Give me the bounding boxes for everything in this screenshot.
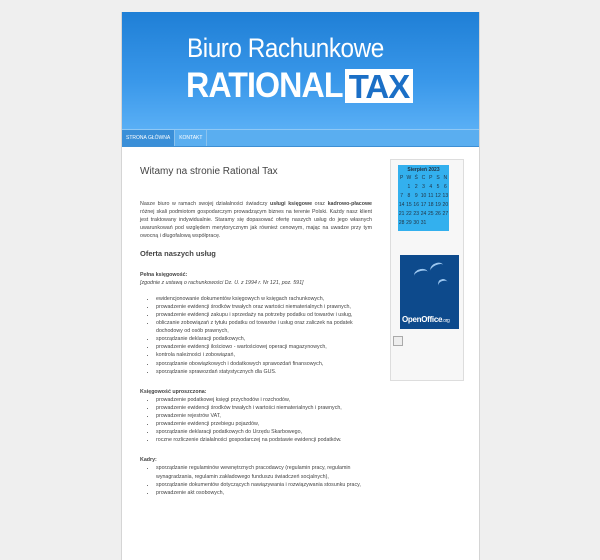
calendar-day: 27	[442, 211, 449, 217]
calendar-day: 5	[436, 184, 440, 190]
calendar-day: 28	[398, 220, 405, 226]
section-title-full: Pełna księgowość:	[140, 271, 188, 278]
list-item: • kontrola należności i zobowiązań,	[156, 351, 372, 359]
calendar-day: 9	[414, 193, 418, 199]
calendar-weekday: W	[406, 175, 412, 181]
calendar-day	[434, 219, 441, 228]
list-item: • prowadzenie ewidencji środków trwałych i wartości niematerialnych i prawnych,	[156, 404, 372, 412]
main-content	[140, 166, 372, 505]
list-item: • sporządzanie deklaracji podatkowych,	[156, 335, 372, 343]
calendar-day: 12	[435, 193, 441, 199]
list-item: • prowadzenie ewidencji przebiegu pojazdów,	[156, 420, 372, 428]
calendar-day: 19	[435, 202, 441, 208]
calendar-day: 20	[442, 202, 449, 208]
calendar-day: 7	[400, 193, 404, 199]
calendar-day: 21	[398, 211, 405, 217]
calendar-day: 26	[435, 211, 441, 217]
calendar-day: 15	[406, 202, 412, 208]
bird-icon	[437, 278, 450, 291]
calendar-day: 3	[422, 184, 425, 190]
calendar-week-row	[398, 201, 449, 210]
calendar-week-row	[398, 210, 449, 219]
intro-text-b: oraz	[312, 201, 328, 207]
calendar-week-row	[398, 183, 449, 192]
list-full-accounting	[140, 295, 372, 376]
calendar-weekdays	[398, 174, 449, 183]
calendar-weekday: C	[421, 175, 426, 181]
page-title: Witamy na stronie Rational Tax	[140, 166, 278, 177]
calendar-day: 10	[420, 193, 427, 199]
site-header	[122, 12, 479, 129]
calendar-day: 11	[428, 193, 434, 199]
calendar-week-row	[398, 219, 449, 228]
intro-text-a: Nasze biuro w ramach swojej działalności świadczy	[140, 201, 271, 207]
list-item: • sporządzanie obowiązkowych i dodatkowych sprawozdań finansowych,	[156, 360, 372, 368]
nav-home[interactable]: STRONA GŁÓWNA	[122, 130, 175, 146]
calendar-day: 8	[407, 193, 411, 199]
list-item: • sporządzanie regulaminów wewnętrznych pracodawcy (regulamin pracy, regulamin wynagradzania, regulamin zakładowego funduszu świadczeń socjalnych),	[156, 464, 372, 480]
section-title-hr: Kadry:	[140, 457, 157, 464]
header-line2	[186, 66, 410, 105]
page	[121, 12, 480, 560]
intro-paragraph	[140, 200, 372, 240]
calendar-day	[427, 219, 434, 228]
list-item: • prowadzenie ewidencji ilościowo - wartościowej operacji magazynowych,	[156, 343, 372, 351]
calendar-weekday: P	[399, 175, 404, 181]
calendar-body	[398, 183, 449, 228]
list-item: • prowadzenie akt osobowych,	[156, 489, 372, 497]
calendar-day: 2	[414, 184, 418, 190]
openoffice-name: OpenOffice	[402, 315, 443, 324]
list-item: • sporządzanie dokumentów dotyczących nawiązywania i rozwiązywania stosunku pracy,	[156, 481, 372, 489]
sidebar	[390, 159, 464, 381]
calendar-day: 23	[413, 211, 419, 217]
offer-title: Oferta naszych usług	[140, 249, 216, 259]
list-item: • prowadzenie ewidencji zakupu i sprzedaży na potrzeby podatku od towarów i usług,	[156, 311, 372, 319]
calendar-day: 16	[413, 202, 419, 208]
calendar-day: 13	[442, 193, 449, 199]
calendar-weekday: Ś	[414, 175, 418, 181]
openoffice-label	[402, 315, 450, 324]
openoffice-logo[interactable]	[400, 255, 459, 329]
calendar-weekday: S	[436, 175, 440, 181]
header-tax-box: TAX	[345, 69, 413, 103]
intro-bold-a: usługi księgowe	[270, 201, 313, 207]
calendar-day: 29	[406, 220, 412, 226]
calendar-day: 30	[413, 220, 419, 226]
calendar-day	[442, 219, 449, 228]
intro-bold-b: kadrowo-płacowe	[327, 201, 373, 207]
calendar-day	[398, 183, 405, 192]
broken-image-icon[interactable]	[393, 336, 403, 346]
main-nav	[122, 129, 479, 147]
calendar-day: 6	[443, 184, 447, 190]
calendar-title: Sierpień 2023	[407, 167, 440, 173]
header-rational: RATIONAL	[186, 66, 343, 105]
list-item: • sporządzanie deklaracji podatkowych do Urzędu Skarbowego,	[156, 428, 372, 436]
section-note-full: [zgodnie z ustawą o rachunkowości Dz. U. z 1994 r. Nr 121, poz. 591]	[140, 279, 304, 286]
bird-icon	[429, 261, 446, 276]
list-item: • prowadzenie podatkowej księgi przychodów i rozchodów,	[156, 396, 372, 404]
calendar-day: 31	[420, 220, 427, 226]
list-hr	[140, 464, 372, 496]
calendar-day: 1	[407, 184, 411, 190]
calendar-day: 18	[427, 202, 434, 208]
list-item: • sporządzanie sprawozdań statystycznych dla GUS.	[156, 368, 372, 376]
calendar-day: 22	[406, 211, 412, 217]
calendar-day: 4	[429, 184, 433, 190]
calendar-day: 17	[420, 202, 427, 208]
calendar-week-row	[398, 192, 449, 201]
header-line1: Biuro Rachunkowe	[187, 33, 384, 63]
calendar-widget	[398, 165, 449, 231]
calendar-day: 14	[398, 202, 405, 208]
calendar-weekday: P	[429, 175, 433, 181]
list-item: • obliczanie zobowiązań z tytułu podatku od towarów i usług oraz zaliczek na podatek dochodowy od osób prawnych,	[156, 319, 372, 335]
bird-icon	[413, 267, 429, 280]
calendar-weekday: N	[443, 175, 448, 181]
section-title-simplified: Księgowość uproszczona:	[140, 388, 207, 395]
intro-text-c: różnej skali podmiotom gospodarczym prowadzącym biznes na terenie Polski. Każdy nasz klient jest traktowany indywidualnie. Staramy się dopasować ofertę naszych usług do jego własnych uwarunkowań pod względem merytorycznym jak również cenowym, mając na uwadze przy tym owocną i długofalową współpracę.	[140, 209, 372, 240]
list-item: • prowadzenie rejestrów VAT,	[156, 412, 372, 420]
nav-contact[interactable]: KONTAKT	[175, 130, 207, 146]
calendar-day: 24	[420, 211, 427, 217]
list-item: • roczne rozliczenie działalności gospodarczej na podstawie ewidencji podatków.	[156, 436, 372, 444]
openoffice-suffix: .org	[442, 318, 450, 324]
list-simplified-accounting	[140, 396, 372, 445]
list-item: • prowadzenie ewidencji środków trwałych oraz wartości niematerialnych i prawnych,	[156, 303, 372, 311]
list-item: • ewidencjonowanie dokumentów księgowych w księgach rachunkowych,	[156, 295, 372, 303]
calendar-day: 25	[427, 211, 434, 217]
